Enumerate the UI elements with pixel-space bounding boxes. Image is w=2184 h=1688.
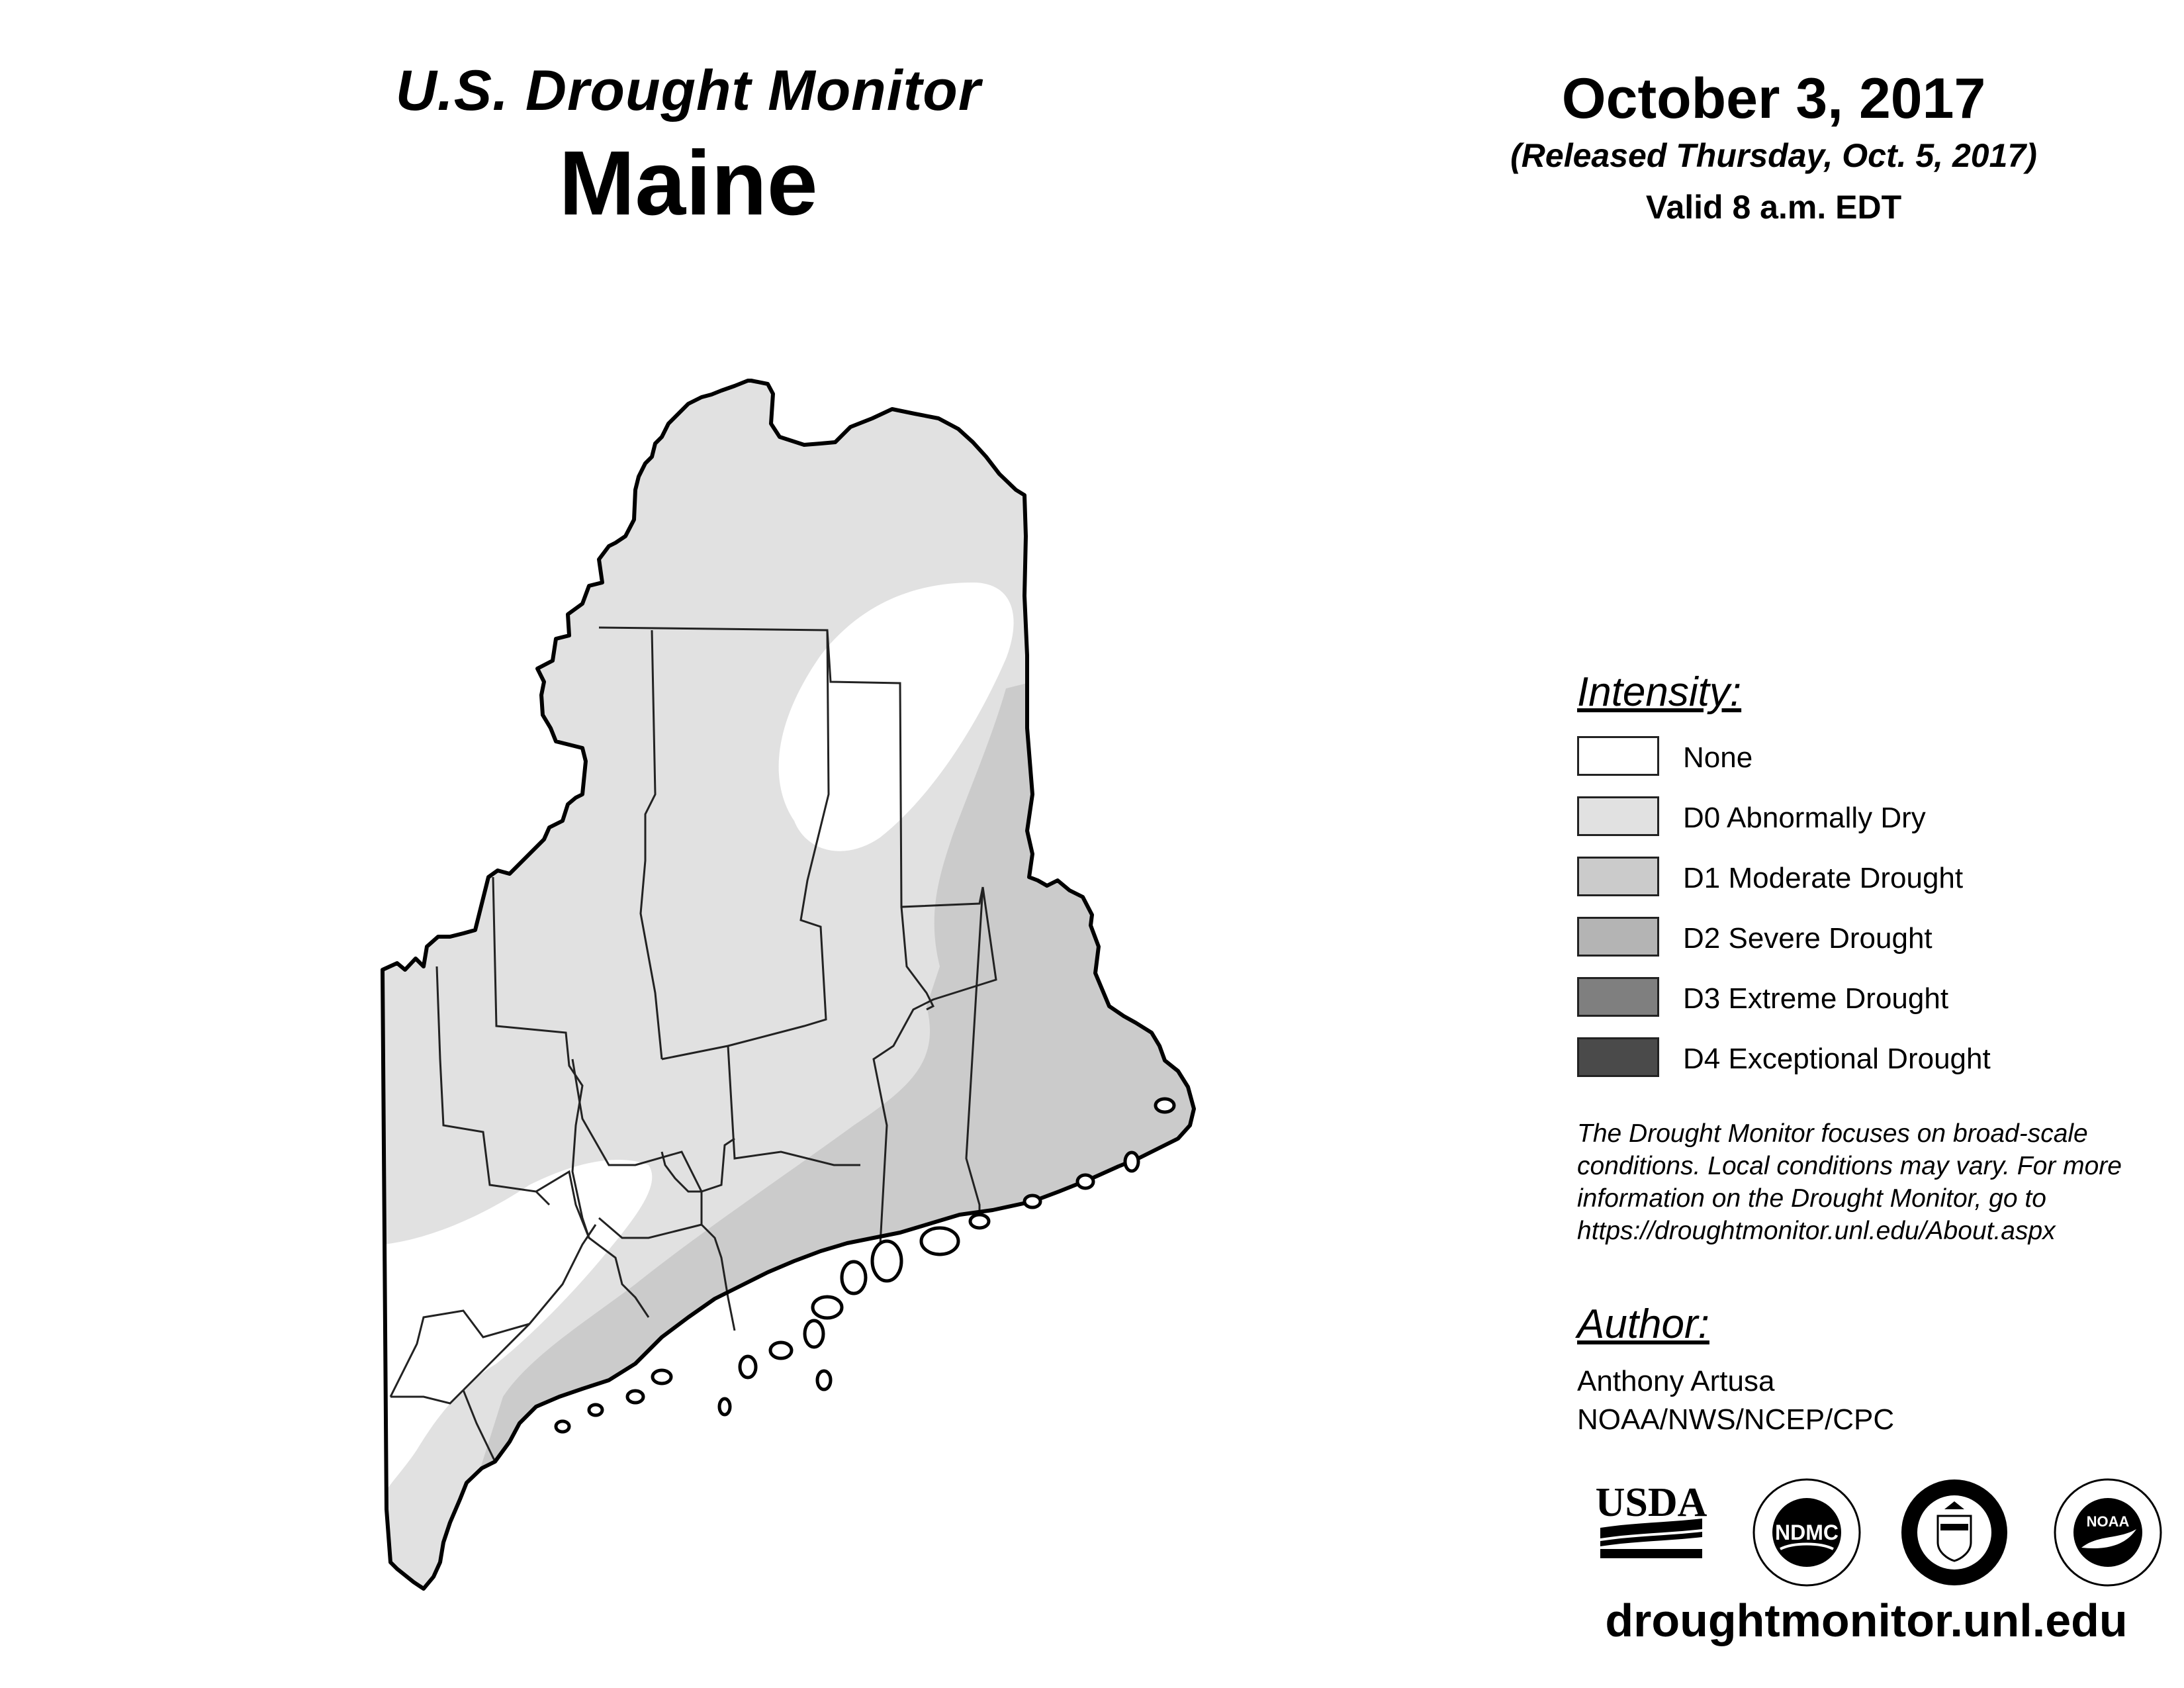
legend-heading: Intensity: (1577, 669, 1742, 715)
legend-swatch-d0 (1577, 796, 1659, 836)
author-organization: NOAA/NWS/NCEP/CPC (1577, 1403, 1895, 1436)
legend-swatch-d2 (1577, 917, 1659, 957)
author-heading: Author: (1577, 1301, 1709, 1347)
legend-label: D2 Severe Drought (1683, 922, 1933, 955)
legend-item-d2 (1577, 917, 2107, 961)
author-name: Anthony Artusa (1577, 1365, 1775, 1397)
website-link[interactable]: droughtmonitor.unl.edu (1605, 1595, 2128, 1646)
disclaimer-line: conditions. Local conditions may vary. For more (1577, 1152, 2122, 1180)
map-date: October 3, 2017 (1561, 67, 1986, 130)
legend-swatch-d4 (1577, 1037, 1659, 1077)
disclaimer-line: The Drought Monitor focuses on broad-scale (1577, 1119, 2088, 1148)
ndmc-logo-text: NDMC (1775, 1521, 1839, 1544)
legend-item-d0 (1577, 796, 2107, 840)
disclaimer-line: information on the Drought Monitor, go to (1577, 1184, 2046, 1213)
commerce-seal-logo (1898, 1476, 2011, 1589)
legend-swatch-d3 (1577, 977, 1659, 1017)
legend-label: None (1683, 741, 1753, 774)
legend-label: D1 Moderate Drought (1683, 862, 1964, 894)
legend-swatch-none (1577, 736, 1659, 776)
legend-item-d4 (1577, 1037, 2107, 1081)
noaa-logo (2052, 1476, 2164, 1589)
disclaimer-link[interactable]: https://droughtmonitor.unl.edu/About.aspx (1577, 1217, 2056, 1245)
legend-item-d3 (1577, 977, 2107, 1021)
usda-logo (1595, 1476, 1707, 1562)
legend-item-d1 (1577, 857, 2107, 900)
legend-label: D0 Abnormally Dry (1683, 802, 1926, 834)
ndmc-logo (1751, 1476, 1863, 1589)
d0-area (331, 331, 1257, 1655)
release-date: (Released Thursday, Oct. 5, 2017) (1510, 137, 2037, 174)
usda-logo-text: USDA (1595, 1480, 1707, 1525)
legend-item-none (1577, 736, 2107, 780)
legend-label: D4 Exceptional Drought (1683, 1043, 1991, 1075)
valid-time: Valid 8 a.m. EDT (1645, 189, 1902, 226)
legend-label: D3 Extreme Drought (1683, 982, 1949, 1015)
map-title: U.S. Drought Monitor (395, 59, 981, 122)
disclaimer-text (1577, 1117, 2173, 1247)
noaa-logo-text: NOAA (2086, 1513, 2130, 1530)
legend-swatch-d1 (1577, 857, 1659, 896)
state-name: Maine (559, 132, 818, 234)
